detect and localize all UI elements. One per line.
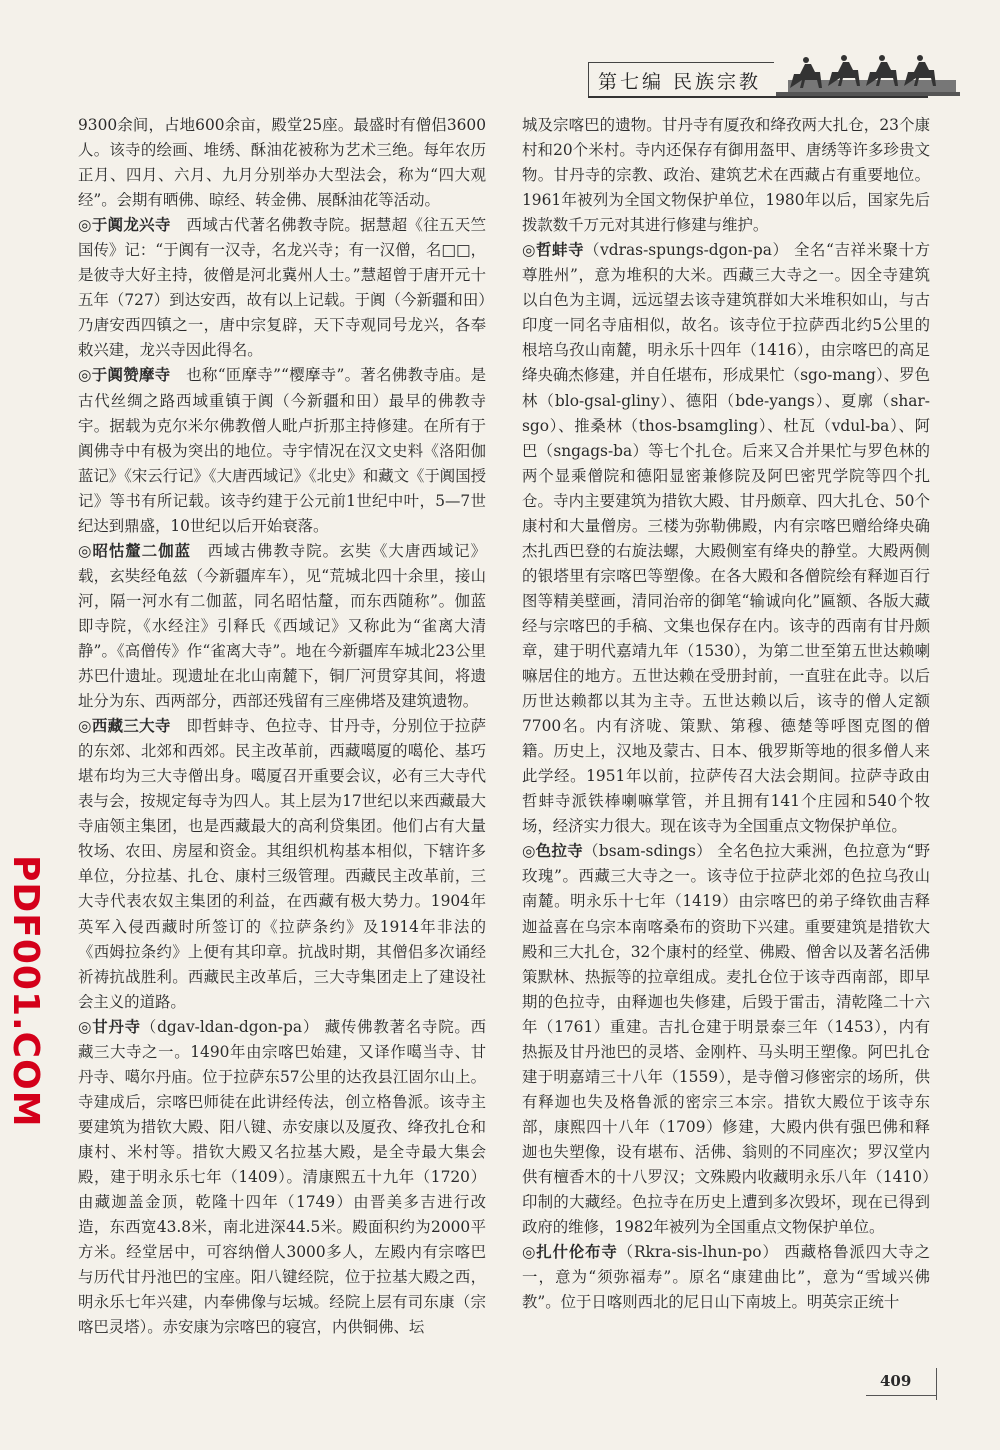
entry-zhaohuli-monasteries [78,539,486,714]
entry-text: 也称“匝摩寺”“樱摩寺”。著名佛教寺庙。是古代丝绸之路西域重镇于阗（今新疆和田）最早的佛教寺宇。据载为克尔米尔佛教僧人毗卢折那主持修建。在所有于阗佛寺中有极为突出的地位。寺宇情况在汉文史料《洛阳伽蓝记》《宋云行记》《大唐西域记》《北史》和藏文《于阗国授记》等书有所记载。该寺约建于公元前1世纪中叶，5—7世纪达到鼎盛，10世纪以后开始衰落。 [78,366,486,535]
entry-sera-monastery [522,839,930,1240]
entry-title: ◎昭怙釐二伽蓝 [78,541,192,560]
paragraph: 城及宗喀巴的遗物。甘丹寺有厦孜和绛孜两大扎仓，23个康村和20个米村。寺内还保存有御用盔甲、唐绣等许多珍贵文物。甘丹寺的宗教、政治、建筑艺术在西藏占有重要地位。1961年被列为全国文物保护单位，1980年以后，国家先后拨款数千万元对其进行修建与维护。 [522,116,930,235]
entry-text: （Rkra-sis-lhun-po） 西藏格鲁派四大寺之一，意为“须弥福寿”。原名“康建曲比”，意为“雪域兴佛教”。位于日喀则西北的尼日山下南坡上。明英宗正统十 [522,1243,931,1312]
entry-ganden-monastery [78,1015,486,1341]
footer-rule [936,1368,937,1400]
entry-title: ◎于阗龙兴寺 [78,216,171,235]
entry-yutian-zanmo-temple [78,363,486,538]
entry-title: ◎于阗赞摩寺 [78,366,171,385]
entry-text: 即哲蚌寺、色拉寺、甘丹寺，分别位于拉萨的东郊、北郊和西郊。民主改革前，西藏噶厦的噶伦、基巧堪布均为三大寺僧出身。噶厦召开重要会议，必有三大寺代表与会，按规定每寺为四人。其上层为17世纪以来西藏最大寺庙领主集团，也是西藏最大的高利贷集团。他们占有大量牧场、农田、房屋和资金。其组织机构基本相似，下辖许多单位，分拉基、扎仓、康村三级管理。西藏民主改革前，三大寺代表农奴主集团的利益，在西藏有极大势力。1904年英军入侵西藏时所签订的《拉萨条约》及1914年非法的《西姆拉条约》上便有其印章。抗战时期，其僧侣多次诵经祈祷抗战胜利。西藏民主改革后，三大寺集团走上了建设社会主义的道路。 [78,717,486,1011]
header-rule [588,96,928,98]
entry-three-great-monasteries [78,714,486,1015]
footer-rule [866,1395,936,1396]
entry-text: 西域古佛教寺院。玄奘《大唐西域记》载，玄奘经龟兹（今新疆库车），见“荒城北四十余里，接山河，隔一河水有二伽蓝，同名昭怙釐，而东西随称”。伽蓝即寺院，《水经注》引释氏《西域记》又称此为“雀离大清静”。《高僧传》作“雀离大寺”。地在今新疆库车城北23公里苏巴什遗址。现遗址在北山南麓下，铜厂河贯穿其间，将遗址分为东、西两部分，西部还残留有三座佛塔及建筑遗物。 [78,541,486,711]
entry-text: （bsam-sdings） 全名色拉大乘洲，色拉意为“野玫瑰”。西藏三大寺之一。该寺位于拉萨北郊的色拉乌孜山南麓。明永乐十七年（1419）由宗喀巴的弟子绛钦曲吉释迦益喜在乌宗本南喀桑布的资助下兴建。重要建筑是措钦大殿和三大扎仓，32个康村的经堂、佛殿、僧舍以及著名活佛策默林、热振等的拉章组成。麦扎仓位于该寺西南部，即早期的色拉寺，由释迦也失修建，后毁于雷击，清乾隆二十六年（1761）重建。吉扎仓建于明景泰三年（1453），内有热振及甘丹池巴的灵塔、金刚杵、马头明王塑像。阿巴扎仓建于明嘉靖三十八年（1559），是寺僧习修密宗的场所，供有释迦也失及格鲁派的密宗三本宗。措钦大殿位于该寺东部，康熙四十八年（1709）修建，大殿内供有强巴佛和释迦也失塑像，设有堪布、活佛、翁则的不同座次；罗汉堂内供有檀香木的十八罗汉；文殊殿内收藏明永乐八年（1410）印制的大藏经。色拉寺在历史上遭到多次毁坏，现在已得到政府的维修，1982年被列为全国重点文物保护单位。 [522,842,930,1237]
page-number: 409 [880,1372,912,1390]
entry-text: （dgav-ldan-dgon-pa） 藏传佛教著名寺院。西藏三大寺之一。1490年由宗喀巴始建，又译作噶当寺、甘丹寺、噶尔丹庙。位于拉萨东57公里的达孜县江固尔山上。寺建成后，宗喀巴师徒在此讲经传法，创立格鲁派。该寺主要建筑为措钦大殿、阳八键、赤安康以及厦孜、绛孜扎仓和康村、米村等。措钦大殿又名拉基大殿，是全寺最大集会殿，建于明永乐七年（1409）。清康熙五十九年（1720）由藏迦盖金顶，乾隆十四年（1749）由晋美多吉进行改造，东西宽43.8米，南北进深44.5米。殿面积约为2000平方米。经堂居中，可容纳僧人3000多人，左殿内有宗喀巴与历代甘丹池巴的宝座。阳八键经院，位于拉基大殿之西，明永乐七年兴建，内奉佛像与坛城。经院上层有司东康（宗喀巴灵塔）。赤安康为宗喀巴的寝宫，内供铜佛、坛 [78,1017,487,1337]
entry-tashilhunpo-monastery [522,1240,930,1315]
left-column [78,113,486,1340]
entry-drepung-monastery [522,238,930,839]
entry-yutian-longxing-temple [78,213,486,363]
camel-caravan-icon [776,30,960,96]
right-column [522,113,930,1315]
entry-title: ◎甘丹寺 [78,1017,141,1036]
entry-text: （vdras-spungs-dgon-pa） 全名“吉祥米聚十方尊胜州”，意为堆积的大米。西藏三大寺之一。因全寺建筑以白色为主调，远远望去该寺建筑群如大米堆积如山，与古印度一同名寺庙相似，故名。该寺位于拉萨西北约5公里的根培乌孜山南麓，明永乐十四年（1416），由宗喀巴的高足绛央确杰修建，并自任堪布，形成果忙（sgo-mang）、罗色林（blo-gsal-gliny）、德阳（bde-yangs）、夏廓（shar-sgo）、推桑林（thos-bsamgling）、杜瓦（vdul-ba）、阿巴（sngags-ba）等七个扎仓。后来又合并果忙与罗色林的两个显乘僧院和德阳显密兼修院及阿巴密咒学院等四个扎仓。寺内主要建筑为措钦大殿、甘丹颇章、四大扎仓、50个康村和大量僧房。三楼为弥勒佛殿，内有宗喀巴赠给绛央确杰扎西巴登的右旋法螺，大殿侧室有绛央的静堂。大殿两侧的银塔里有宗喀巴等塑像。在各大殿和各僧院绘有释迦百行图等精美壁画，清同治帝的御笔“输诚向化”匾额、各版大藏经与宗喀巴的手稿、文集也保存在内。该寺的西南有甘丹颇章，建于明代嘉靖九年（1530），为第二世至第五世达赖喇嘛居住的地方。五世达赖在受册封前，一直驻在此寺。以后历世达赖都以其为主寺。五世达赖以后，该寺的僧人定额7700名。内有济咙、策默、第穆、德楚等呼图克图的僧籍。历史上，汉地及蒙古、日本、俄罗斯等地的很多僧人来此学经。1951年以前，拉萨传召大法会期间。拉萨寺政由哲蚌寺派铁棒喇嘛掌管，并且拥有141个庄园和540个牧场，经济实力很大。现在该寺为全国重点文物保护单位。 [522,241,930,836]
section-title: 第七编 民族宗教 [598,71,762,93]
page-header [0,0,1000,100]
entry-title: ◎西藏三大寺 [78,717,171,736]
entry-text: 西域古代著名佛教寺院。据慧超《往五天竺国传》记：“于阗有一汉寺，名龙兴寺；有一汉僧，名□□，是彼寺大好主持，彼僧是河北冀州人士。”慧超曾于唐开元十五年（727）到达安西，故有以上记载。于阗（今新疆和田）乃唐安西四镇之一，唐中宗复辟，天下寺观同号龙兴，各奉敕兴建，龙兴寺因此得名。 [78,216,486,360]
entry-title: ◎扎什伦布寺 [522,1243,618,1262]
watermark: PDF001.COM [5,855,46,1128]
entry-title: ◎色拉寺 [522,842,584,861]
paragraph: 9300余间，占地600余亩，殿堂25座。最盛时有僧侣3600人。该寺的绘画、堆绣、酥油花被称为艺术三绝。每年农历正月、四月、六月、九月分别举办大型法会，称为“四大观经”。会期有晒佛、晾经、转金佛、展酥油花等活动。 [78,116,486,210]
entry-title: ◎哲蚌寺 [522,241,585,260]
